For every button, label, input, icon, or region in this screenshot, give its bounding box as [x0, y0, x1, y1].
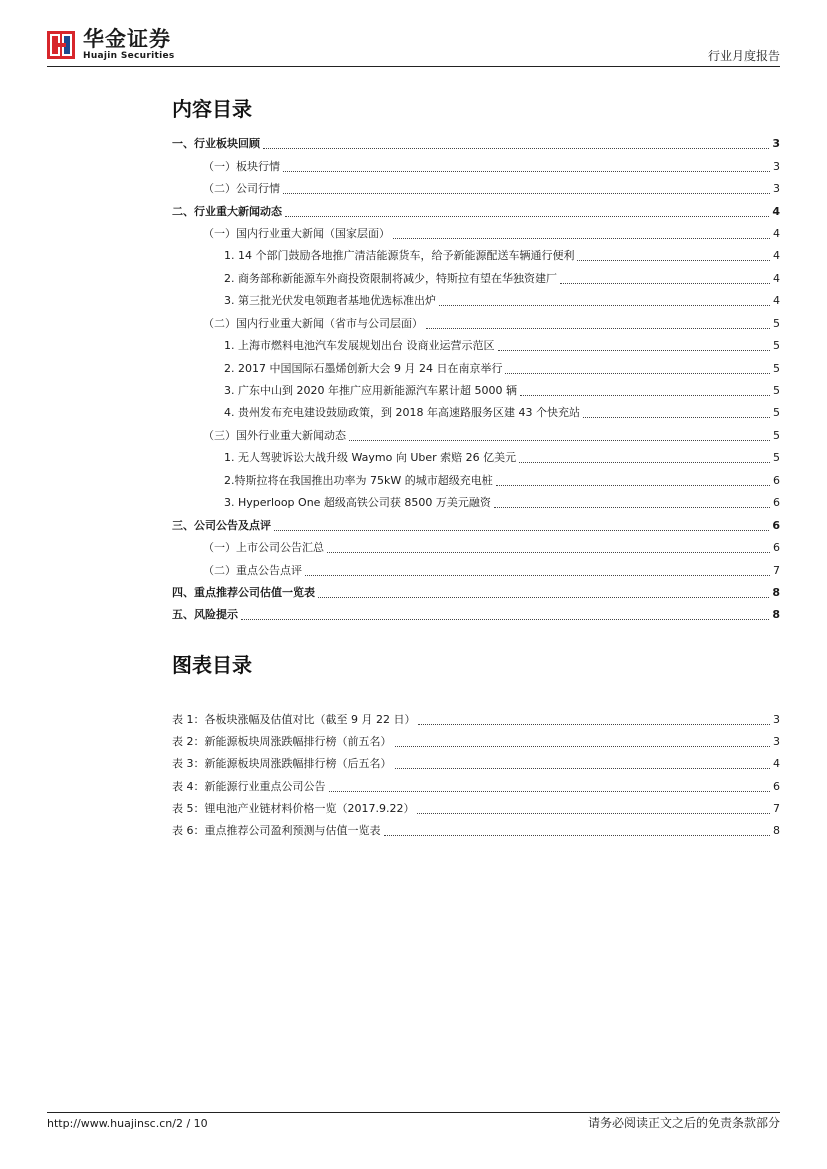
entry-title: 表 5：锂电池产业链材料价格一览（2017.9.22）: [172, 801, 415, 815]
entry-title: 表 1：各板块涨幅及估值对比（截至 9 月 22 日）: [172, 713, 416, 727]
toc-entry[interactable]: [0, 582, 827, 604]
entry-page-number: 3: [772, 137, 780, 151]
entry-title: （二）公司行情: [203, 182, 280, 196]
dot-leader: [329, 782, 771, 792]
entry-title: 3. 第三批光伏发电领跑者基地优选标准出炉: [224, 294, 436, 308]
toc-entry[interactable]: [0, 559, 827, 581]
entry-title: 1. 无人驾驶诉讼大战升级 Waymo 向 Uber 索赔 26 亿美元: [224, 451, 517, 465]
list-of-tables: [0, 709, 827, 842]
dot-leader: [498, 341, 771, 351]
entry-title: 表 2：新能源板块周涨跌幅排行榜（前五名）: [172, 735, 392, 749]
dot-leader: [520, 386, 770, 396]
entry-title: （三）国外行业重大新闻动态: [203, 428, 346, 442]
dot-leader: [274, 521, 769, 531]
entry-page-number: 3: [773, 735, 780, 749]
entry-page-number: 4: [773, 271, 780, 285]
dot-leader: [395, 759, 771, 769]
table-list-entry[interactable]: [0, 731, 827, 753]
entry-title: （二）国内行业重大新闻（省市与公司层面）: [203, 316, 423, 330]
toc-entry[interactable]: [0, 425, 827, 447]
toc-entry[interactable]: [0, 470, 827, 492]
entry-page-number: 5: [773, 316, 780, 330]
company-name-cn: 华金证券: [83, 27, 171, 51]
toc-title: 内容目录: [172, 97, 252, 121]
table-list-entry[interactable]: [0, 776, 827, 798]
entry-page-number: 5: [773, 451, 780, 465]
entry-title: 2.特斯拉将在我国推出功率为 75kW 的城市超级充电桩: [224, 473, 493, 487]
entry-title: 3. Hyperloop One 超级高铁公司获 8500 万美元融资: [224, 496, 491, 510]
table-list-entry[interactable]: [0, 753, 827, 775]
toc-entry[interactable]: [0, 537, 827, 559]
entry-page-number: 5: [773, 384, 780, 398]
toc-entry[interactable]: [0, 200, 827, 222]
dot-leader: [439, 296, 770, 306]
entry-page-number: 8: [773, 824, 780, 838]
entry-page-number: 4: [773, 226, 780, 240]
entry-page-number: 5: [773, 428, 780, 442]
entry-title: 五、风险提示: [172, 608, 238, 622]
dot-leader: [519, 453, 770, 463]
entry-page-number: 3: [773, 159, 780, 173]
toc-entry[interactable]: [0, 514, 827, 536]
table-of-contents: [0, 133, 827, 627]
dot-leader: [318, 588, 769, 598]
entry-page-number: 4: [773, 757, 780, 771]
toc-entry[interactable]: [0, 245, 827, 267]
entry-page-number: 5: [773, 406, 780, 420]
entry-title: 一、行业板块回顾: [172, 137, 260, 151]
toc-entry[interactable]: [0, 313, 827, 335]
entry-page-number: 5: [773, 361, 780, 375]
entry-page-number: 6: [773, 473, 780, 487]
entry-title: （一）板块行情: [203, 159, 280, 173]
footer-url-page[interactable]: http://www.huajinsc.cn/2 / 10: [47, 1117, 208, 1130]
page-header: [0, 0, 827, 70]
dot-leader: [241, 610, 769, 620]
dot-leader: [395, 737, 771, 747]
dot-leader: [426, 319, 770, 329]
toc-entry[interactable]: [0, 447, 827, 469]
dot-leader: [349, 431, 770, 441]
entry-page-number: 3: [773, 713, 780, 727]
toc-entry[interactable]: [0, 133, 827, 155]
toc-entry[interactable]: [0, 402, 827, 424]
entry-page-number: 3: [773, 182, 780, 196]
entry-title: （二）重点公告点评: [203, 563, 302, 577]
toc-entry[interactable]: [0, 223, 827, 245]
table-list-entry[interactable]: [0, 709, 827, 731]
dot-leader: [417, 804, 770, 814]
toc-entry[interactable]: [0, 155, 827, 177]
dot-leader: [384, 826, 771, 836]
entry-title: （一）上市公司公告汇总: [203, 541, 324, 555]
figure-list-title: 图表目录: [172, 653, 252, 677]
entry-title: 二、行业重大新闻动态: [172, 204, 282, 218]
dot-leader: [560, 274, 770, 284]
entry-page-number: 4: [773, 294, 780, 308]
toc-entry[interactable]: [0, 290, 827, 312]
footer-disclaimer: 请务必阅读正文之后的免责条款部分: [587, 1116, 780, 1130]
entry-title: 2. 商务部称新能源车外商投资限制将减少，特斯拉有望在华独资建厂: [224, 271, 557, 285]
entry-page-number: 5: [773, 339, 780, 353]
entry-page-number: 7: [773, 801, 780, 815]
entry-title: 1. 14 个部门鼓励各地推广清洁能源货车，给予新能源配送车辆通行便利: [224, 249, 575, 263]
header-divider: [47, 66, 780, 67]
toc-entry[interactable]: [0, 268, 827, 290]
toc-entry[interactable]: [0, 178, 827, 200]
entry-title: 表 4：新能源行业重点公司公告: [172, 779, 326, 793]
huajin-logo-icon: [47, 31, 75, 59]
entry-page-number: 7: [773, 563, 780, 577]
report-type-label: 行业月度报告: [707, 49, 780, 63]
toc-entry[interactable]: [0, 380, 827, 402]
entry-title: 四、重点推荐公司估值一览表: [172, 585, 315, 599]
entry-title: （一）国内行业重大新闻（国家层面）: [203, 226, 390, 240]
dot-leader: [327, 543, 770, 553]
entry-page-number: 4: [772, 204, 780, 218]
dot-leader: [577, 251, 770, 261]
entry-page-number: 6: [773, 541, 780, 555]
entry-page-number: 8: [772, 585, 780, 599]
entry-page-number: 8: [772, 608, 780, 622]
entry-title: 4. 贵州发布充电建设鼓励政策，到 2018 年高速路服务区建 43 个快充站: [224, 406, 580, 420]
toc-entry[interactable]: [0, 492, 827, 514]
entry-title: 2. 2017 中国国际石墨烯创新大会 9 月 24 日在南京举行: [224, 361, 503, 375]
footer-divider: [47, 1112, 780, 1113]
entry-page-number: 4: [773, 249, 780, 263]
dot-leader: [418, 715, 770, 725]
entry-title: 三、公司公告及点评: [172, 518, 271, 532]
table-list-entry[interactable]: [0, 820, 827, 842]
toc-entry[interactable]: [0, 335, 827, 357]
dot-leader: [505, 364, 770, 374]
dot-leader: [494, 498, 770, 508]
dot-leader: [263, 139, 769, 149]
dot-leader: [283, 162, 770, 172]
entry-title: 3. 广东中山到 2020 年推广应用新能源汽车累计超 5000 辆: [224, 384, 517, 398]
dot-leader: [305, 566, 770, 576]
dot-leader: [285, 207, 769, 217]
table-list-entry[interactable]: [0, 798, 827, 820]
entry-title: 表 6：重点推荐公司盈利预测与估值一览表: [172, 824, 381, 838]
entry-title: 1. 上海市燃料电池汽车发展规划出台 设商业运营示范区: [224, 339, 495, 353]
company-name-en: Huajin Securities: [83, 51, 175, 61]
entry-title: 表 3：新能源板块周涨跌幅排行榜（后五名）: [172, 757, 392, 771]
dot-leader: [583, 408, 770, 418]
dot-leader: [496, 476, 770, 486]
dot-leader: [283, 184, 770, 194]
entry-page-number: 6: [773, 779, 780, 793]
entry-page-number: 6: [772, 518, 780, 532]
toc-entry[interactable]: [0, 357, 827, 379]
entry-page-number: 6: [773, 496, 780, 510]
dot-leader: [393, 229, 770, 239]
toc-entry[interactable]: [0, 604, 827, 626]
